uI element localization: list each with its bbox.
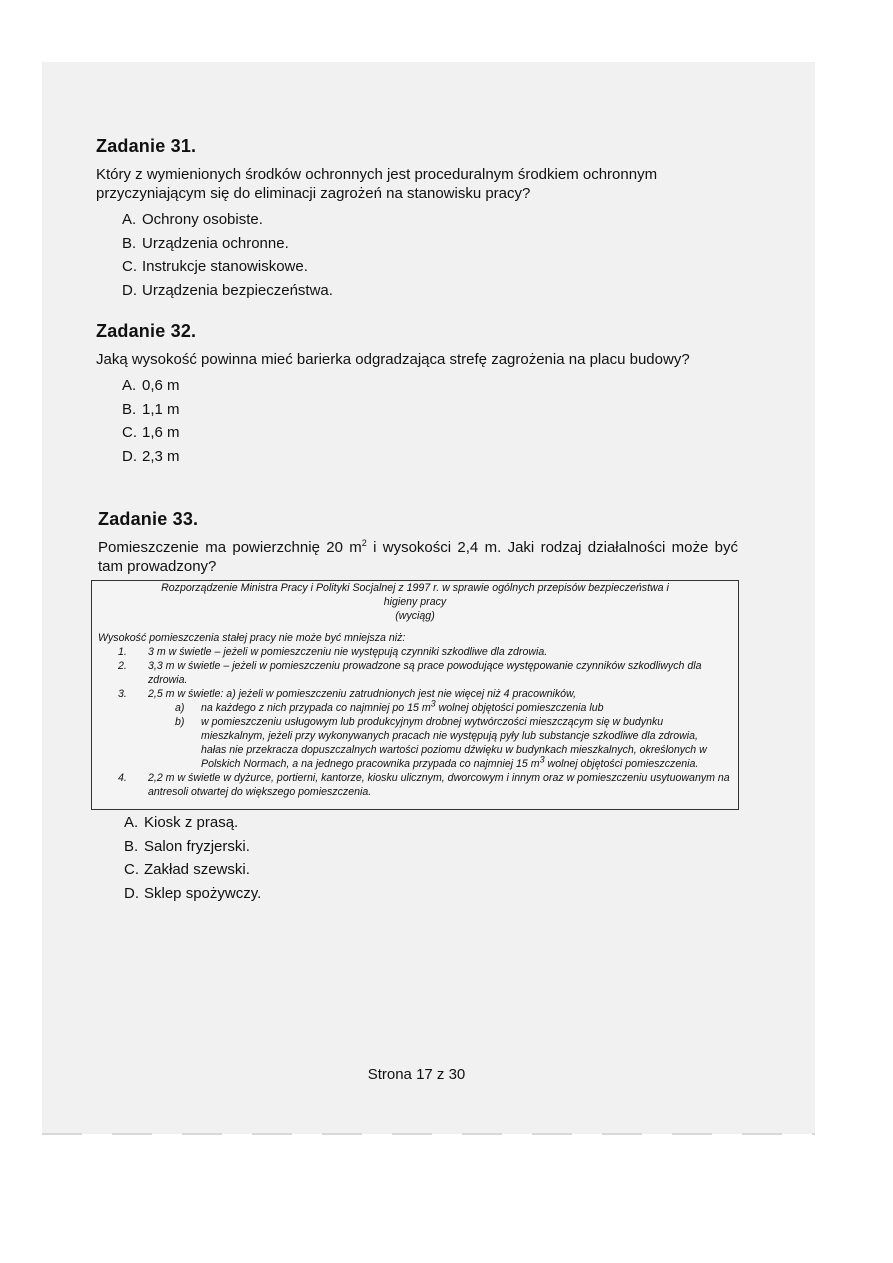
item-text: 2,2 m w świetle w dyżurce, portierni, kantorze, kiosku ulicznym, dworcowym i innym oraz w pomieszczeniu usytuowanym na antresoli otwartej do większego pomieszczenia. xyxy=(148,772,730,798)
answer-text: 0,6 m xyxy=(142,377,180,394)
task-question: Który z wymienionych środków ochronnych jest proceduralnym środkiem ochronnym przyczyniającym się do eliminacji zagrożeń na stanowisku pracy? xyxy=(96,166,658,202)
subitem-letter: a) xyxy=(175,702,185,714)
answer-text: Zakład szewski. xyxy=(144,861,250,878)
subitem-text-part: wolnej objętości pomieszczenia. xyxy=(544,758,699,770)
task-32 xyxy=(96,321,736,468)
subitem-letter: b) xyxy=(175,716,185,728)
answer-letter: B. xyxy=(122,234,137,252)
answer-letter: D. xyxy=(122,281,137,299)
task-title: Zadanie 33. xyxy=(98,509,199,529)
answer-text: 1,1 m xyxy=(142,400,180,418)
answer-letter: C. xyxy=(122,424,137,441)
answer-letter: B. xyxy=(124,837,139,855)
answer-text: Urządzenia ochronne. xyxy=(142,234,289,252)
question-text: Pomieszczenie ma powierzchnię 20 m xyxy=(98,539,362,556)
answer-text: Instrukcje stanowiskowe. xyxy=(142,258,308,275)
answer-option xyxy=(98,858,738,882)
task-title: Zadanie 31. xyxy=(96,136,197,156)
answer-text: Urządzenia bezpieczeństwa. xyxy=(142,281,333,299)
superscript: 3 xyxy=(539,754,545,765)
answer-text: Ochrony osobiste. xyxy=(142,211,263,228)
subitem-text xyxy=(201,698,732,715)
answer-text: 2,3 m xyxy=(142,447,180,465)
item-number: 3. xyxy=(118,688,127,700)
item-number: 4. xyxy=(118,772,127,784)
subitem-text-part: w pomieszczeniu usługowym lub produkcyjnym drobnej wytwórczości mieszczącym się w budynku mieszkalnym, jeżeli przy wykonywanych pracach nie występują pyły lub substancje szkodliwe dla zdrowia, hałas nie przekracza dopuszczalnych wartości poziomu dźwięku w budynkach mieszkalnych, określonych w Polskich Normach, a na jednego pracownika przypada co najmniej 15 m xyxy=(201,716,707,770)
task-31 xyxy=(96,136,736,302)
answer-option xyxy=(98,835,738,859)
subitem-text xyxy=(201,715,732,771)
task-title: Zadanie 32. xyxy=(96,321,197,341)
answer-text: Kiosk z prasą. xyxy=(144,814,239,831)
answer-list xyxy=(98,811,738,905)
excerpt-subitem xyxy=(98,698,732,715)
answer-option xyxy=(96,255,736,279)
superscript: 3 xyxy=(430,698,436,709)
answer-option xyxy=(98,882,738,906)
item-text: 2,5 m w świetle: a) jeżeli w pomieszczeniu zatrudnionych jest nie więcej niż 4 pracowników, xyxy=(148,688,577,700)
excerpt-subtitle: (wyciąg) xyxy=(395,610,435,622)
page-number: Strona 17 z 30 xyxy=(367,1066,466,1083)
answer-option xyxy=(96,421,736,445)
answer-letter: A. xyxy=(124,814,139,831)
item-text: 3,3 m w świetle – jeżeli w pomieszczeniu prowadzone są prace powodujące występowanie czynników szkodliwych dla zdrowia. xyxy=(148,660,702,686)
item-number: 1. xyxy=(118,646,127,658)
superscript: 2 xyxy=(361,538,367,548)
excerpt-lead: Wysokość pomieszczenia stałej pracy nie może być mniejsza niż: xyxy=(98,632,406,644)
answer-text: Salon fryzjerski. xyxy=(144,837,250,855)
answer-letter: C. xyxy=(122,258,137,275)
answer-letter: D. xyxy=(122,447,137,465)
answer-letter: A. xyxy=(122,377,137,394)
answer-option xyxy=(96,445,736,469)
answer-list xyxy=(96,374,736,468)
question-text: i wysokości 2,4 m. Jaki rodzaj działalności może być tam prowadzony? xyxy=(98,539,738,575)
subitem-text-part: wolnej objętości pomieszczenia lub xyxy=(435,702,604,714)
answer-option xyxy=(96,398,736,422)
answer-list xyxy=(96,208,736,302)
excerpt-title: Rozporządzenie Ministra Pracy i Polityki Socjalnej z 1997 r. w sprawie ogólnych przepisów bezpieczeństwa i xyxy=(161,582,669,594)
answer-text: Sklep spożywczy. xyxy=(144,884,262,902)
regulation-excerpt xyxy=(91,580,739,810)
task-33-answers xyxy=(98,808,738,905)
item-text: 3 m w świetle – jeżeli w pomieszczeniu nie występują czynniki szkodliwe dla zdrowia. xyxy=(148,646,548,658)
answer-option xyxy=(96,374,736,398)
answer-option xyxy=(96,279,736,303)
task-33 xyxy=(98,509,738,576)
answer-letter: B. xyxy=(122,400,137,418)
task-question xyxy=(98,538,738,576)
answer-option xyxy=(98,811,738,835)
excerpt-subitem xyxy=(98,715,732,771)
excerpt-item xyxy=(98,771,732,799)
answer-letter: A. xyxy=(122,211,137,228)
scan-edge xyxy=(42,1133,815,1135)
excerpt-title: higieny pracy xyxy=(383,596,447,608)
task-question: Jaką wysokość powinna mieć barierka odgradzająca strefę zagrożenia na placu budowy? xyxy=(96,351,690,368)
answer-letter: D. xyxy=(124,884,139,902)
answer-text: 1,6 m xyxy=(142,424,180,441)
excerpt-item xyxy=(98,659,732,687)
answer-letter: C. xyxy=(124,861,139,878)
excerpt-item xyxy=(98,645,732,659)
subitem-text-part: na każdego z nich przypada co najmniej po 15 m xyxy=(201,702,431,714)
answer-option xyxy=(96,232,736,256)
item-number: 2. xyxy=(118,660,127,672)
answer-option xyxy=(96,208,736,232)
excerpt-item xyxy=(98,687,732,701)
